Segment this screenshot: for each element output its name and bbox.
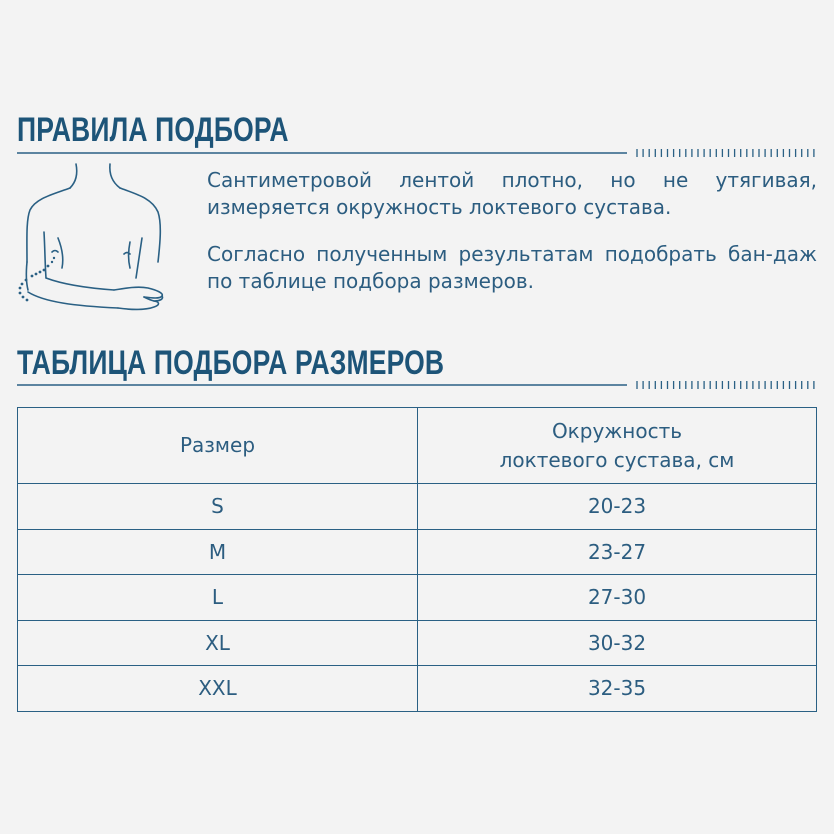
size-cell: S xyxy=(18,484,418,530)
header-girth xyxy=(418,408,817,484)
girth-cell: 32-35 xyxy=(418,666,817,712)
table-row xyxy=(18,575,817,621)
rules-heading: ПРАВИЛА ПОДБОРА xyxy=(17,111,289,149)
girth-cell: 27-30 xyxy=(418,575,817,621)
header-girth-line2: локтевого сустава, см xyxy=(499,447,735,472)
elbow-measurement-illustration xyxy=(14,160,184,320)
header-girth-line1: Окружность xyxy=(551,418,683,443)
girth-cell: 30-32 xyxy=(418,620,817,666)
size-cell: XXL xyxy=(18,666,418,712)
table-row xyxy=(18,620,817,666)
size-table-divider xyxy=(17,380,817,390)
size-table-heading: ТАБЛИЦА ПОДБОРА РАЗМЕРОВ xyxy=(17,344,445,382)
size-cell: XL xyxy=(18,620,418,666)
rules-divider xyxy=(17,148,817,158)
instruction-paragraph-1: Сантиметровой лентой плотно, но не утягивая, измеряется окружность локтевого сустава. xyxy=(207,168,817,219)
instruction-paragraph-2: Согласно полученным результатам подобрать бан-даж по таблице подбора размеров. xyxy=(207,242,817,293)
table-row xyxy=(18,484,817,530)
table-row xyxy=(18,529,817,575)
table-header-row xyxy=(18,408,817,484)
table-row xyxy=(18,666,817,712)
size-table xyxy=(17,407,817,712)
header-size: Размер xyxy=(18,408,418,484)
size-cell: M xyxy=(18,529,418,575)
girth-cell: 23-27 xyxy=(418,529,817,575)
size-cell: L xyxy=(18,575,418,621)
girth-cell: 20-23 xyxy=(418,484,817,530)
